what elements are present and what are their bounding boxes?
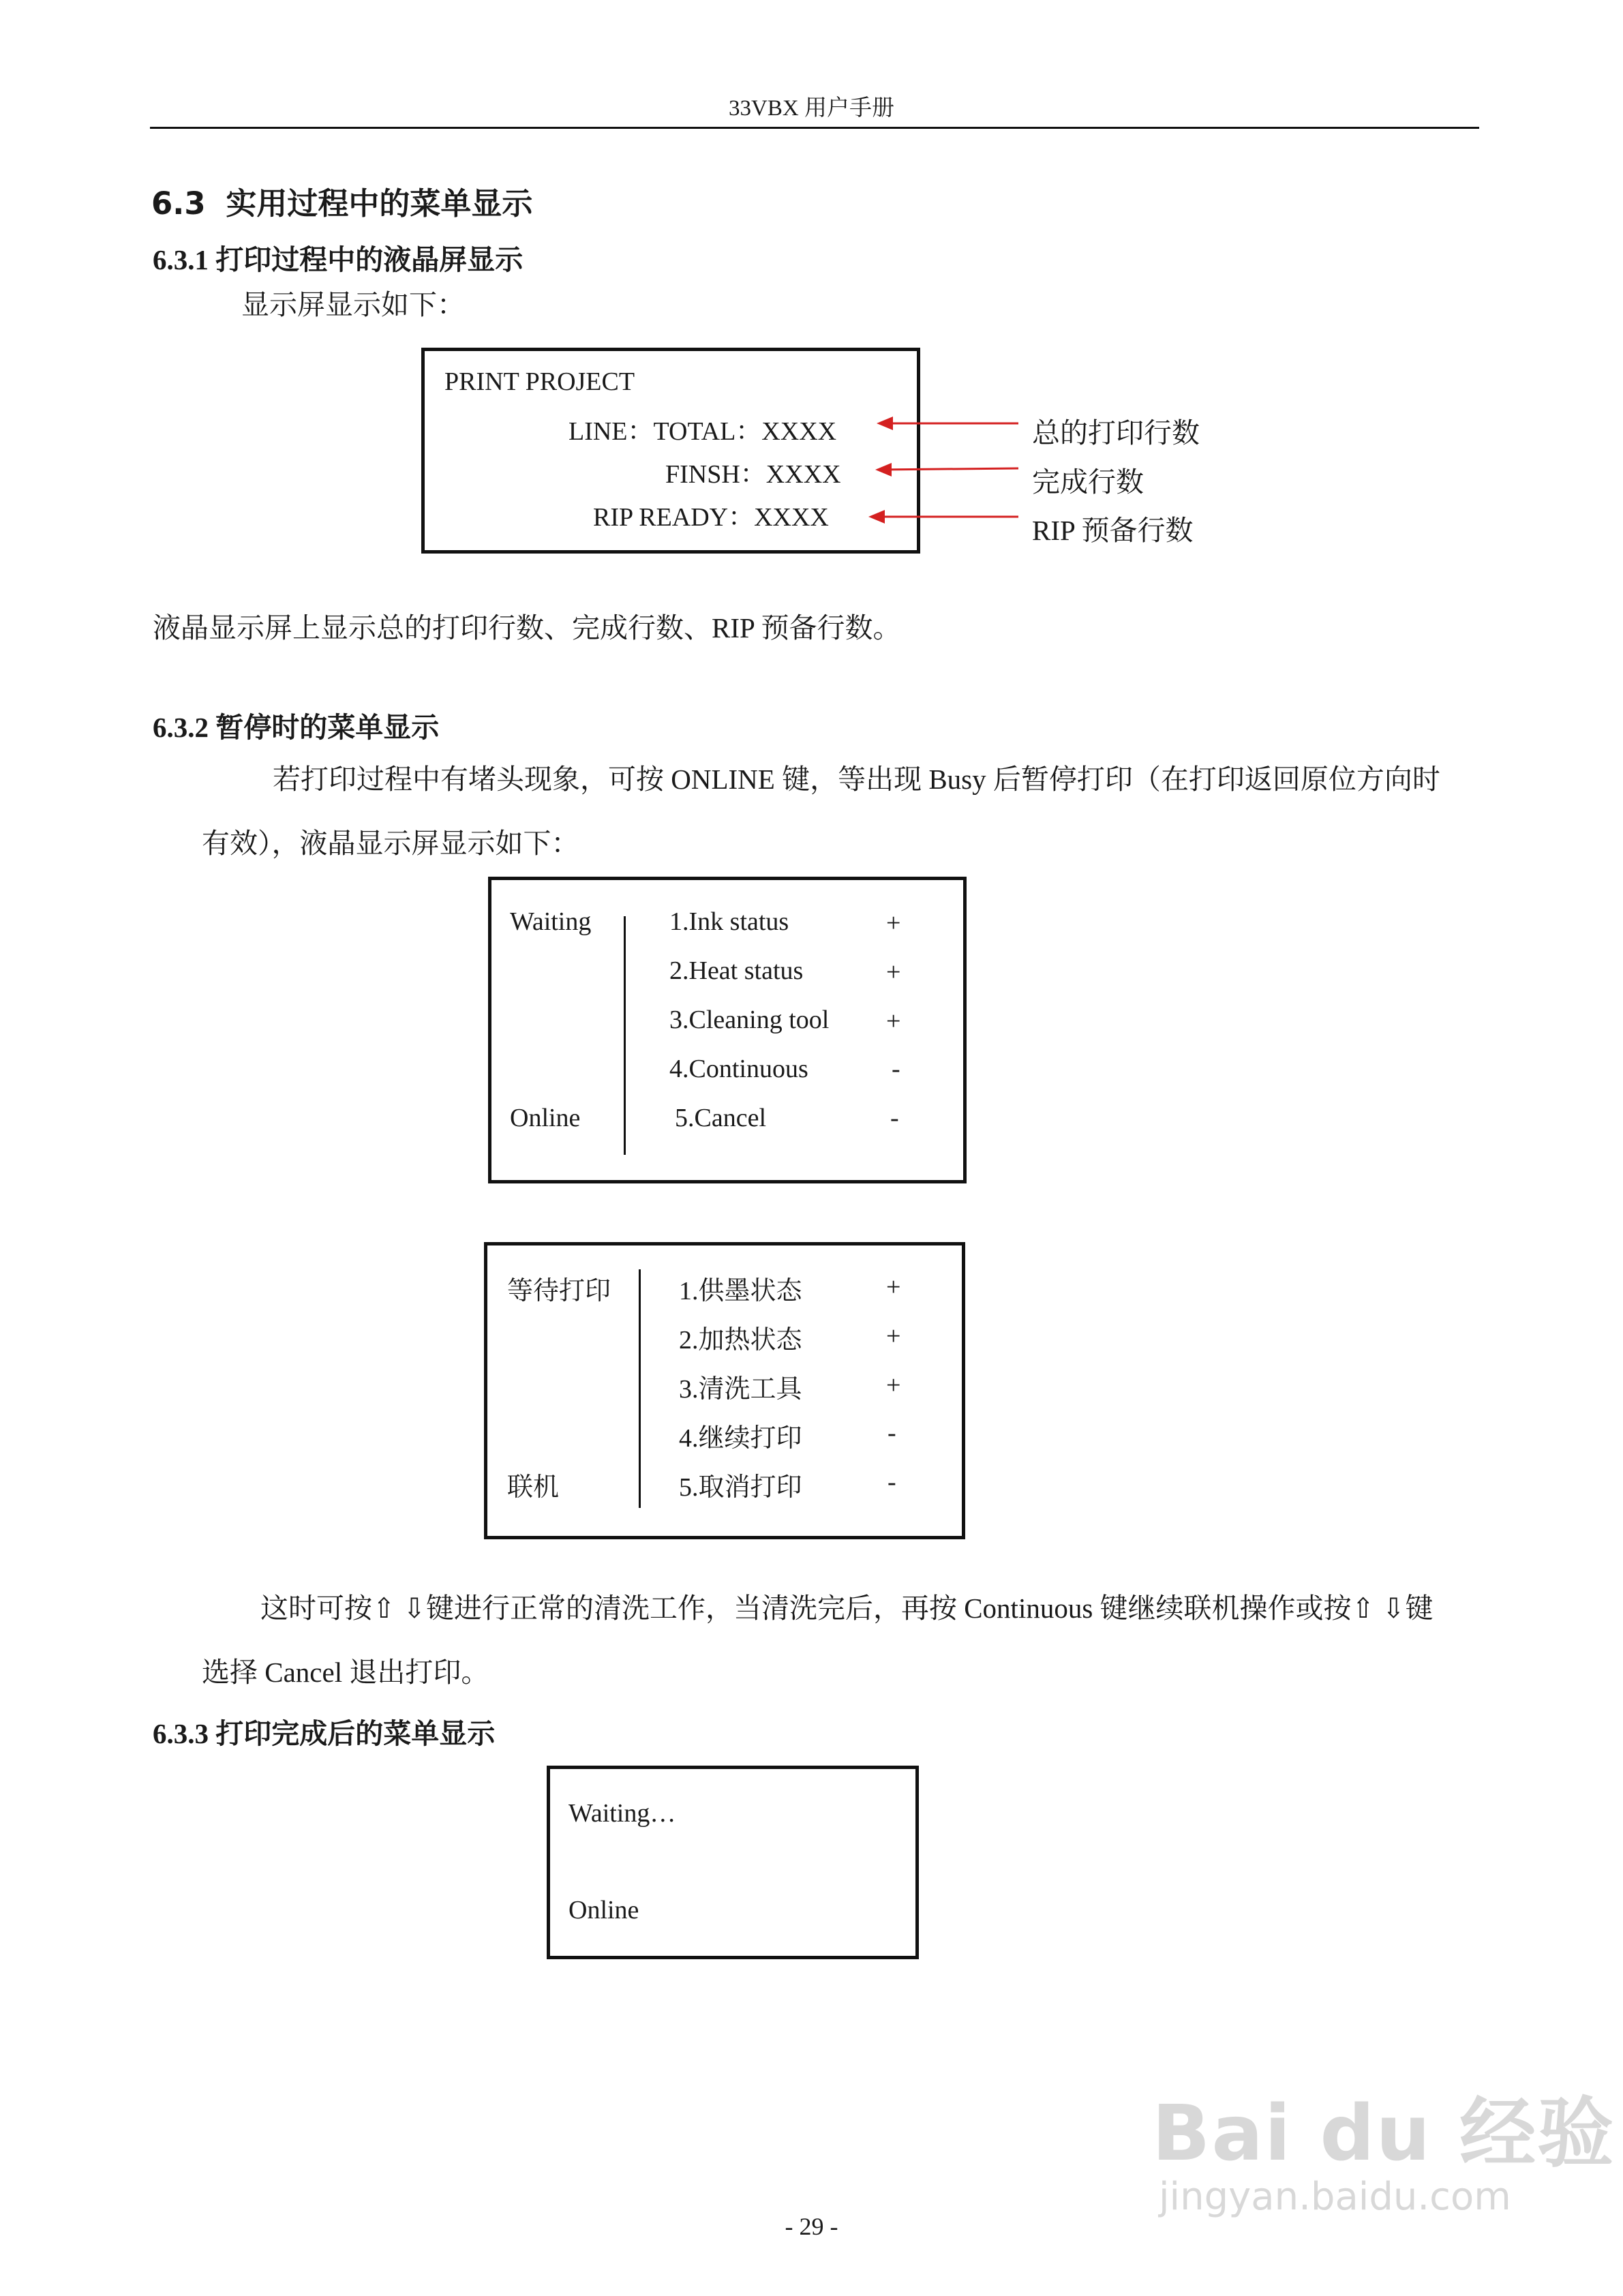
callout-total-lines: 总的打印行数 bbox=[1032, 417, 1200, 449]
callout-arrows bbox=[859, 402, 1036, 539]
menu-cn-item-heat-status[interactable]: 2.加热状态 bbox=[679, 1326, 802, 1355]
lcd-line-rip-ready: RIP READY：XXXX bbox=[593, 503, 829, 532]
callout-finished-lines: 完成行数 bbox=[1032, 466, 1144, 498]
menu-en-status-waiting: Waiting bbox=[510, 907, 592, 936]
menu-en-divider bbox=[624, 916, 626, 1155]
subsection-631-heading: 6.3.1 打印过程中的液晶屏显示 bbox=[153, 244, 524, 275]
section-number: 6.3 bbox=[151, 185, 206, 222]
menu-en-item-cleaning-tool-mark: + bbox=[886, 1007, 901, 1036]
menu-cn-item-ink-status[interactable]: 1.供墨状态 bbox=[679, 1277, 802, 1305]
menu-cn-item-cleaning-tool-mark: + bbox=[886, 1371, 901, 1400]
watermark-url: jingyan.baidu.com bbox=[1159, 2175, 1511, 2219]
menu-cn-status-waiting: 等待打印 bbox=[507, 1277, 611, 1305]
subsection-632-para-line1: 若打印过程中有堵头现象，可按 ONLINE 键，等出现 Busy 后暂停打印（在打印返回原位方向时 bbox=[273, 764, 1440, 795]
menu-en-item-continuous[interactable]: 4.Continuous bbox=[669, 1055, 808, 1083]
arrow-finish bbox=[878, 468, 1018, 470]
menu-en-item-cleaning-tool[interactable]: 3.Cleaning tool bbox=[669, 1006, 830, 1034]
subsection-633-heading: 6.3.3 打印完成后的菜单显示 bbox=[153, 1718, 496, 1749]
menu-en-item-cancel-mark: - bbox=[890, 1104, 899, 1132]
menu-en-item-ink-status-mark: + bbox=[886, 909, 901, 937]
header-rule bbox=[150, 127, 1479, 129]
watermark-brand: Bai du 经验 bbox=[1152, 2089, 1616, 2178]
menu-cn-item-cleaning-tool[interactable]: 3.清洗工具 bbox=[679, 1375, 802, 1404]
menu-en-item-continuous-mark: - bbox=[892, 1055, 900, 1083]
lcd-complete-waiting: Waiting… bbox=[568, 1799, 676, 1828]
menu-cn-status-online: 联机 bbox=[507, 1473, 560, 1502]
lcd-line-finish: FINSH：XXXX bbox=[665, 460, 841, 489]
menu-cn-item-cancel-print[interactable]: 5.取消打印 bbox=[679, 1473, 802, 1502]
menu-en-item-heat-status[interactable]: 2.Heat status bbox=[669, 956, 804, 985]
menu-en-item-ink-status[interactable]: 1.Ink status bbox=[669, 907, 789, 936]
subsection-632-after-line2: 选择 Cancel 退出打印。 bbox=[202, 1657, 489, 1688]
menu-en-status-online: Online bbox=[510, 1104, 581, 1132]
subsection-632-heading: 6.3.2 暂停时的菜单显示 bbox=[153, 712, 440, 743]
lcd-line-total: LINE：TOTAL：XXXX bbox=[568, 417, 837, 446]
header-title: 33VBX 用户手册 bbox=[729, 96, 894, 121]
section-heading bbox=[151, 179, 532, 223]
menu-cn-item-ink-status-mark: + bbox=[886, 1273, 901, 1301]
section-title: 实用过程中的菜单显示 bbox=[226, 185, 533, 222]
lcd-line-print-project: PRINT PROJECT bbox=[444, 367, 635, 396]
menu-cn-item-heat-status-mark: + bbox=[886, 1322, 901, 1350]
lcd-print-complete bbox=[547, 1766, 919, 1959]
menu-cn-divider bbox=[639, 1269, 641, 1508]
menu-cn-item-continue-print-mark: - bbox=[888, 1419, 896, 1447]
menu-cn-item-continue-print[interactable]: 4.继续打印 bbox=[679, 1424, 802, 1453]
page-number: - 29 - bbox=[785, 2213, 838, 2240]
subsection-632-after-line1: 这时可按⇧ ⇩键进行正常的清洗工作，当清洗完后，再按 Continuous 键继续联机操作或按⇧ ⇩键 bbox=[260, 1592, 1434, 1624]
subsection-632-para-line2: 有效），液晶显示屏显示如下： bbox=[202, 828, 579, 859]
menu-en-item-heat-status-mark: + bbox=[886, 958, 901, 986]
lcd-complete-online: Online bbox=[568, 1896, 639, 1924]
subsection-631-summary: 液晶显示屏上显示总的打印行数、完成行数、RIP 预备行数。 bbox=[153, 612, 901, 644]
callout-rip-lines: RIP 预备行数 bbox=[1032, 515, 1194, 546]
menu-en-item-cancel[interactable]: 5.Cancel bbox=[675, 1104, 767, 1132]
subsection-631-intro: 显示屏显示如下： bbox=[241, 289, 465, 320]
menu-cn-item-cancel-print-mark: - bbox=[888, 1468, 896, 1496]
